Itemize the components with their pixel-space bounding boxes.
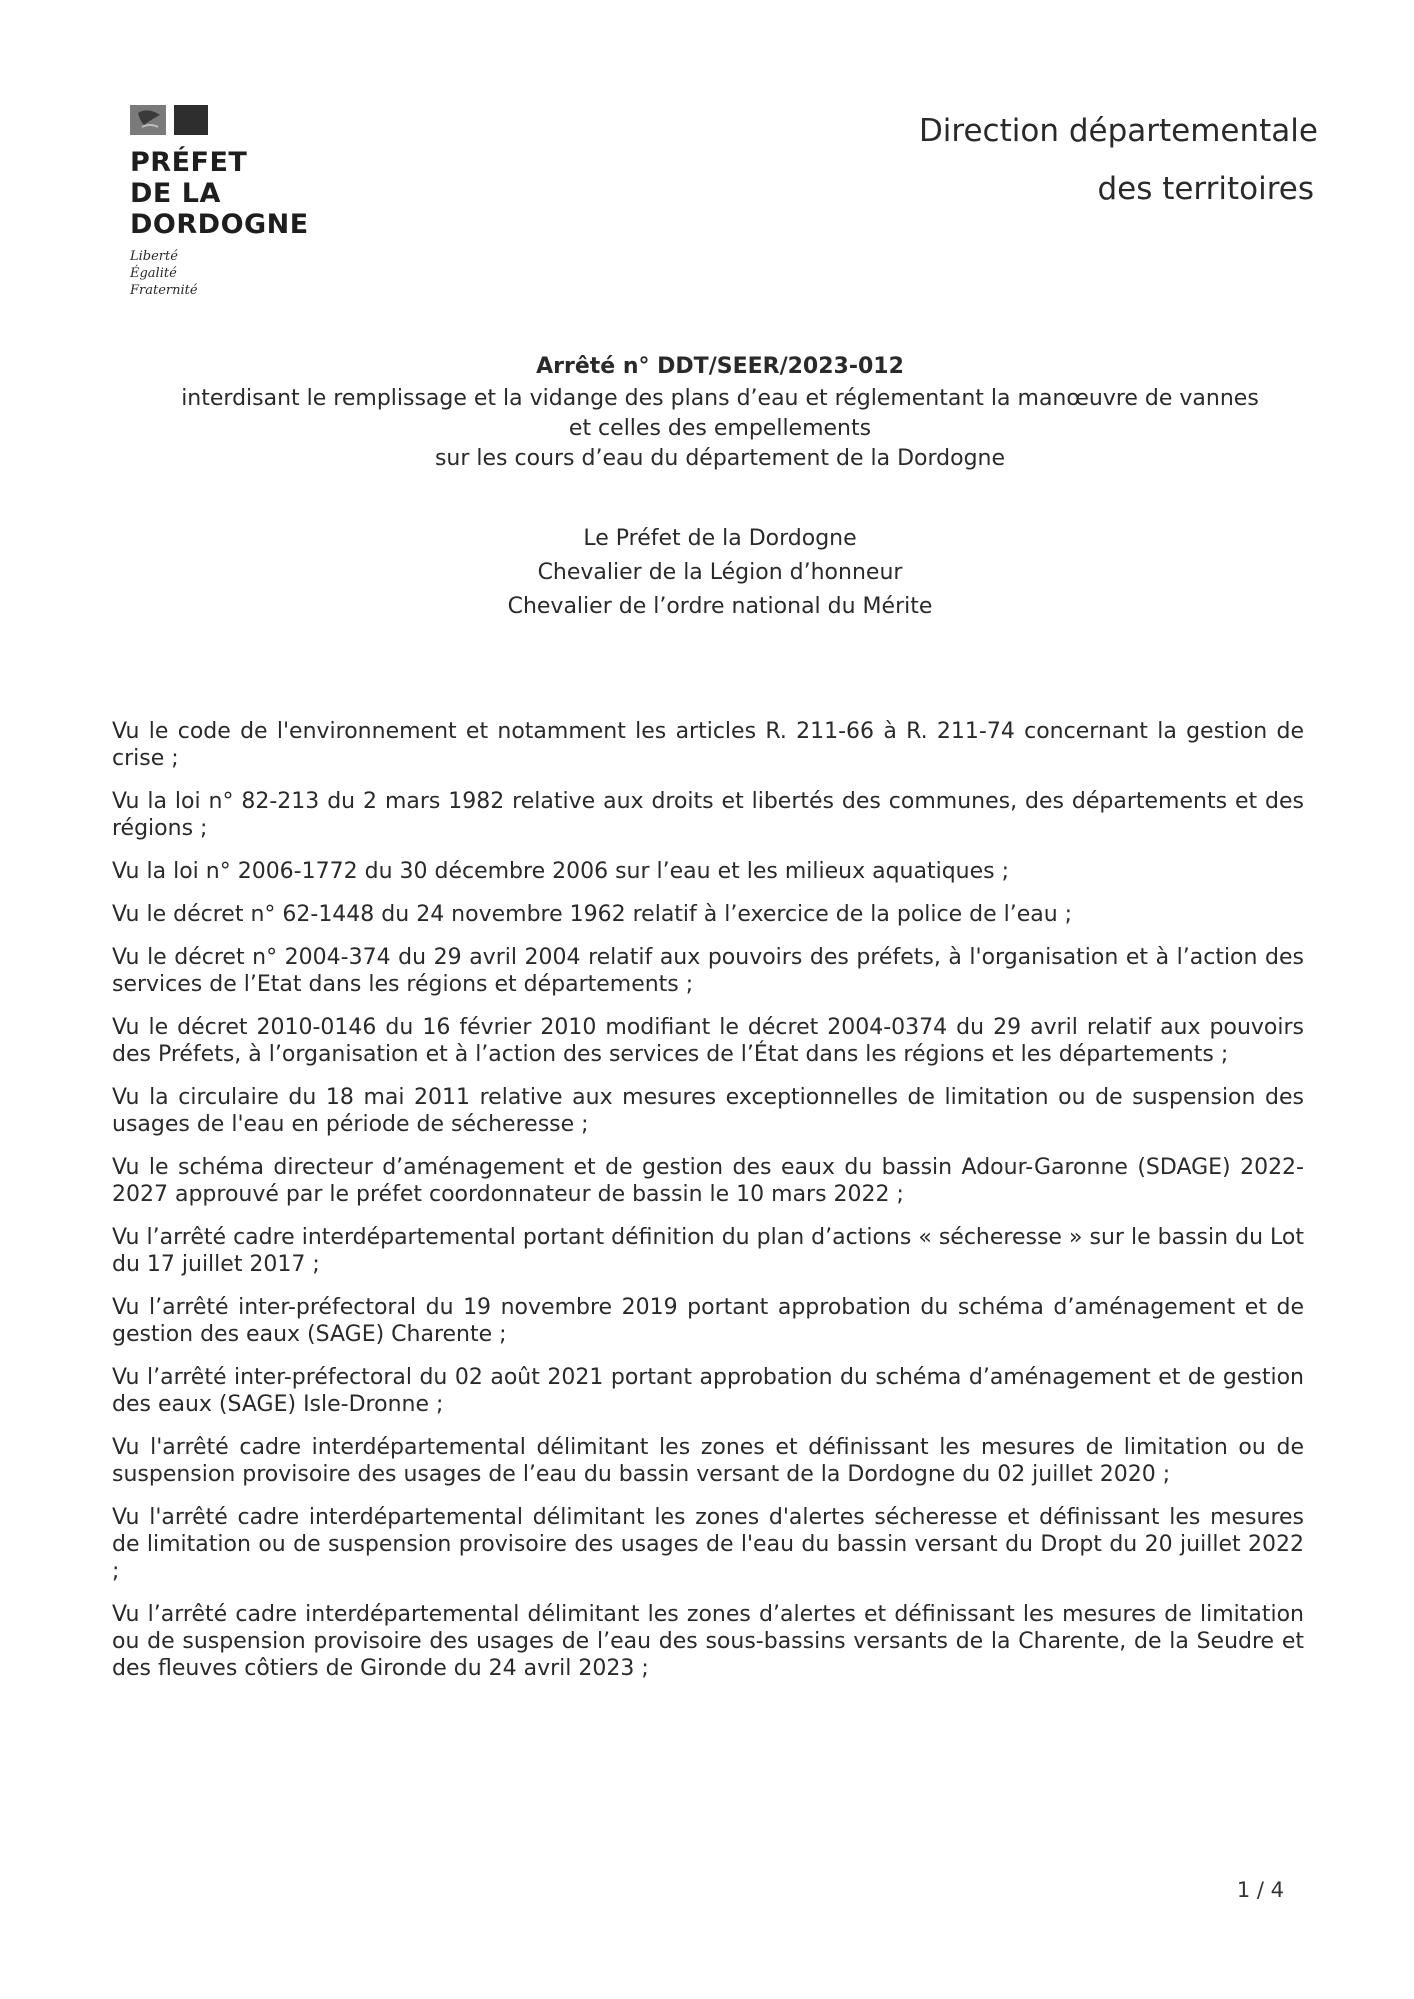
prefet-line-3: Chevalier de l’ordre national du Mérite (507, 594, 933, 619)
arrete-subtitle-2: et celles des empellements (568, 416, 872, 441)
motto-fraternite: Fraternité (130, 283, 198, 298)
logo-line-3: DORDOGNE (130, 209, 309, 240)
arrete-title-block (120, 352, 1320, 474)
visa-paragraph: Vu l’arrêté cadre interdépartemental portant définition du plan d’actions « sécheresse » sur le bassin du Lot du 17 juillet 2017 ; (112, 1225, 1304, 1277)
visa-paragraph: Vu la loi n° 82-213 du 2 mars 1982 relative aux droits et libertés des communes, des départements et des régions ; (112, 789, 1304, 841)
logo-line-1: PRÉFET (130, 147, 248, 178)
department-header (798, 112, 1318, 208)
prefet-line-1: Le Préfet de la Dordogne (583, 526, 857, 551)
visa-paragraph: Vu le code de l'environnement et notamment les articles R. 211-66 à R. 211-74 concernant la gestion de crise ; (112, 719, 1304, 771)
visas-list (112, 718, 1304, 1698)
arrete-subtitle-3: sur les cours d’eau du département de la Dordogne (434, 446, 1006, 471)
visa-paragraph: Vu le schéma directeur d’aménagement et de gestion des eaux du bassin Adour-Garonne (SDAGE) 2022-2027 approuvé par le préfet coordonnateur de bassin le 10 mars 2022 ; (112, 1155, 1304, 1207)
visa-paragraph: Vu l'arrêté cadre interdépartemental délimitant les zones et définissant les mesures de limitation ou de suspension provisoire des usages de l’eau du bassin versant de la Dordogne du 02 juillet 2020 ; (112, 1435, 1304, 1487)
visa-paragraph: Vu l’arrêté cadre interdépartemental délimitant les zones d’alertes et définissant les mesures de limitation ou de suspension provisoire des usages de l’eau des sous-bassins versants de la Charente, de la Seudre et des fleuves côtiers de Gironde du 24 avril 2023 ; (112, 1602, 1304, 1681)
logo-text (130, 147, 350, 240)
arrete-number: Arrêté n° DDT/SEER/2023-012 (536, 354, 904, 379)
prefet-logo (130, 105, 350, 299)
visa-paragraph: Vu l’arrêté inter-préfectoral du 19 novembre 2019 portant approbation du schéma d’aménagement et de gestion des eaux (SAGE) Charente ; (112, 1295, 1304, 1347)
visa-paragraph: Vu le décret 2010-0146 du 16 février 2010 modifiant le décret 2004-0374 du 29 avril relatif aux pouvoirs des Préfets, à l’organisation et à l’action des services de l’État dans les régions et les départements ; (112, 1015, 1304, 1067)
marianne-emblem-icon (130, 105, 210, 137)
prefet-line-2: Chevalier de la Légion d’honneur (537, 560, 903, 585)
visa-paragraph: Vu la loi n° 2006-1772 du 30 décembre 2006 sur l’eau et les milieux aquatiques ; (112, 859, 1010, 884)
visa-paragraph: Vu la circulaire du 18 mai 2011 relative aux mesures exceptionnelles de limitation ou de suspension des usages de l'eau en période de sécheresse ; (112, 1085, 1304, 1137)
logo-line-2: DE LA (130, 178, 221, 209)
motto-egalite: Égalité (130, 266, 177, 281)
visa-paragraph: Vu l'arrêté cadre interdépartemental délimitant les zones d'alertes sécheresse et définissant les mesures de limitation ou de suspension provisoire des usages de l'eau du bassin versant du Dropt du 20 juillet 2022 ; (112, 1505, 1304, 1584)
prefet-titles (320, 522, 1120, 624)
visa-paragraph: Vu le décret n° 2004-374 du 29 avril 2004 relatif aux pouvoirs des préfets, à l'organisation et à l’action des services de l’Etat dans les régions et départements ; (112, 945, 1304, 997)
visa-paragraph: Vu l’arrêté inter-préfectoral du 02 août 2021 portant approbation du schéma d’aménagement et de gestion des eaux (SAGE) Isle-Dronne ; (112, 1365, 1304, 1417)
department-line-1: Direction départementale (918, 113, 1318, 149)
arrete-subtitle-1: interdisant le remplissage et la vidange des plans d’eau et réglementant la manœuvre de vannes (181, 386, 1259, 411)
republic-motto (130, 248, 350, 299)
page-number: 1 / 4 (1236, 1878, 1284, 1902)
visa-paragraph: Vu le décret n° 62-1448 du 24 novembre 1962 relatif à l’exercice de la police de l’eau ; (112, 902, 1073, 927)
department-line-2: des territoires (1097, 171, 1314, 207)
motto-liberte: Liberté (130, 249, 178, 264)
